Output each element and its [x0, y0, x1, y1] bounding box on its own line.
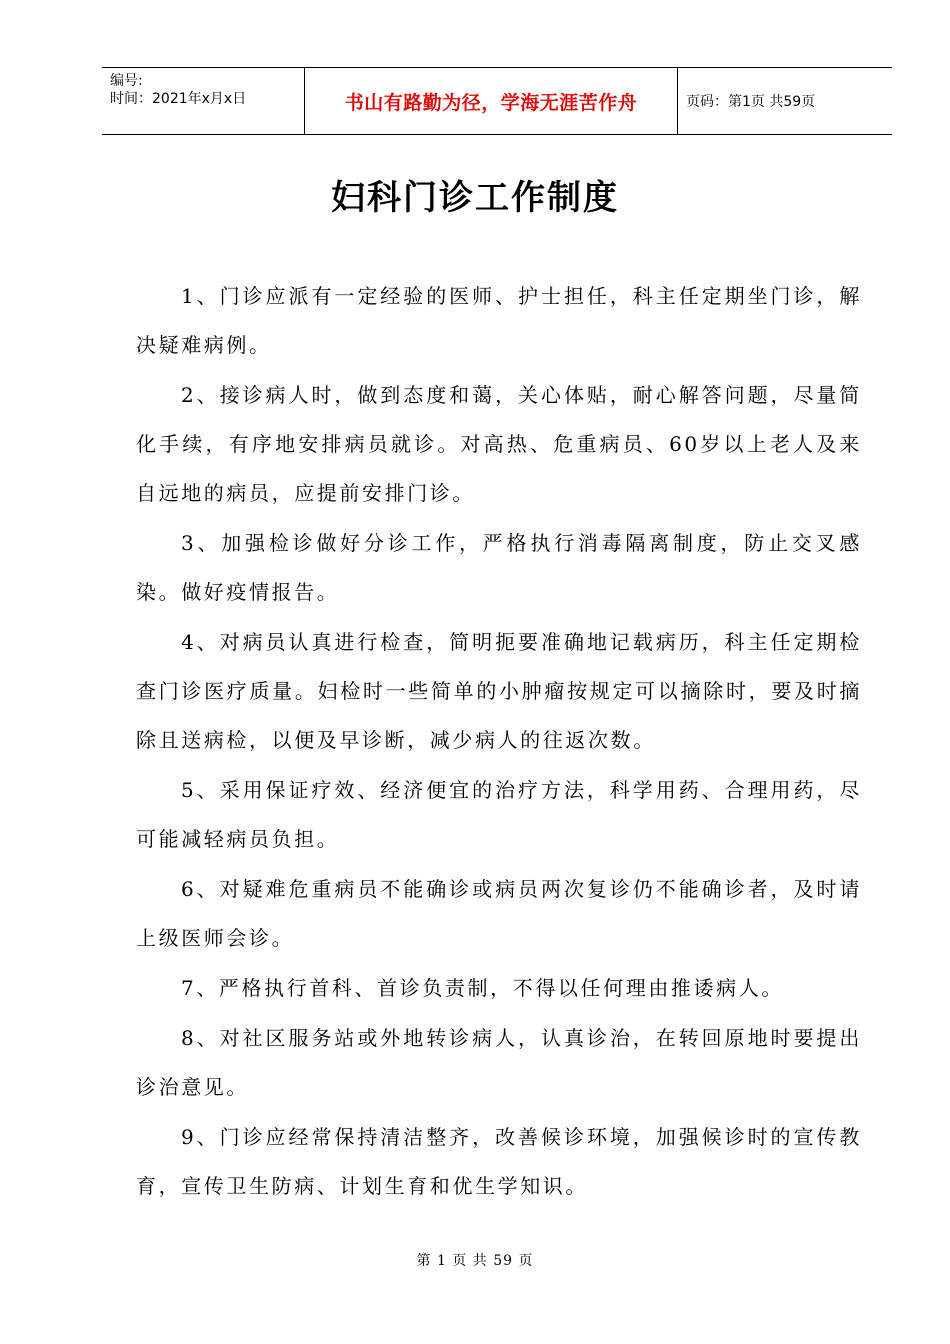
paragraph: 2、接诊病人时，做到态度和蔼，关心体贴，耐心解答问题，尽量简化手续，有序地安排病员就诊。对高热、危重病员、60岁以上老人及来自远地的病员，应提前安排门诊。	[136, 383, 862, 505]
document-title: 妇科门诊工作制度	[331, 178, 619, 218]
number-label: 编号:	[110, 73, 143, 89]
page-footer: 第 1 页 共 59 页	[416, 1253, 534, 1269]
motto-text: 书山有路勤为径，学海无涯苦作舟	[344, 91, 638, 114]
paragraph: 6、对疑难危重病员不能确诊或病员两次复诊仍不能确诊者，及时请上级医师会诊。	[136, 877, 862, 950]
header-meta	[102, 68, 304, 134]
paragraph: 4、对病员认真进行检查，简明扼要准确地记载病历，科主任定期检查门诊医疗质量。妇检时一些简单的小肿瘤按规定可以摘除时，要及时摘除且送病检，以便及早诊断，减少病人的往返次数。	[136, 630, 862, 752]
paragraph: 8、对社区服务站或外地转诊病人，认真诊治，在转回原地时要提出诊治意见。	[136, 1026, 862, 1099]
header-motto-cell	[304, 68, 678, 134]
header-page-code	[678, 68, 892, 134]
paragraph: 9、门诊应经常保持清洁整齐，改善候诊环境，加强候诊时的宣传教育，宣传卫生防病、计划生育和优生学知识。	[136, 1125, 862, 1198]
document-header	[102, 67, 892, 135]
paragraph: 1、门诊应派有一定经验的医师、护士担任，科主任定期坐门诊，解决疑难病例。	[136, 284, 862, 357]
document-body	[136, 272, 862, 1212]
paragraph: 7、严格执行首科、首诊负责制，不得以任何理由推诿病人。	[181, 976, 784, 1000]
paragraph: 3、加强检诊做好分诊工作，严格执行消毒隔离制度，防止交叉感染。做好疫情报告。	[136, 531, 862, 604]
page-code-text: 页码：第1页 共59页	[686, 94, 816, 110]
paragraph: 5、采用保证疗效、经济便宜的治疗方法，科学用药、合理用药，尽可能减轻病员负担。	[136, 778, 862, 851]
time-label: 时间：2021年x月x日	[110, 91, 247, 107]
